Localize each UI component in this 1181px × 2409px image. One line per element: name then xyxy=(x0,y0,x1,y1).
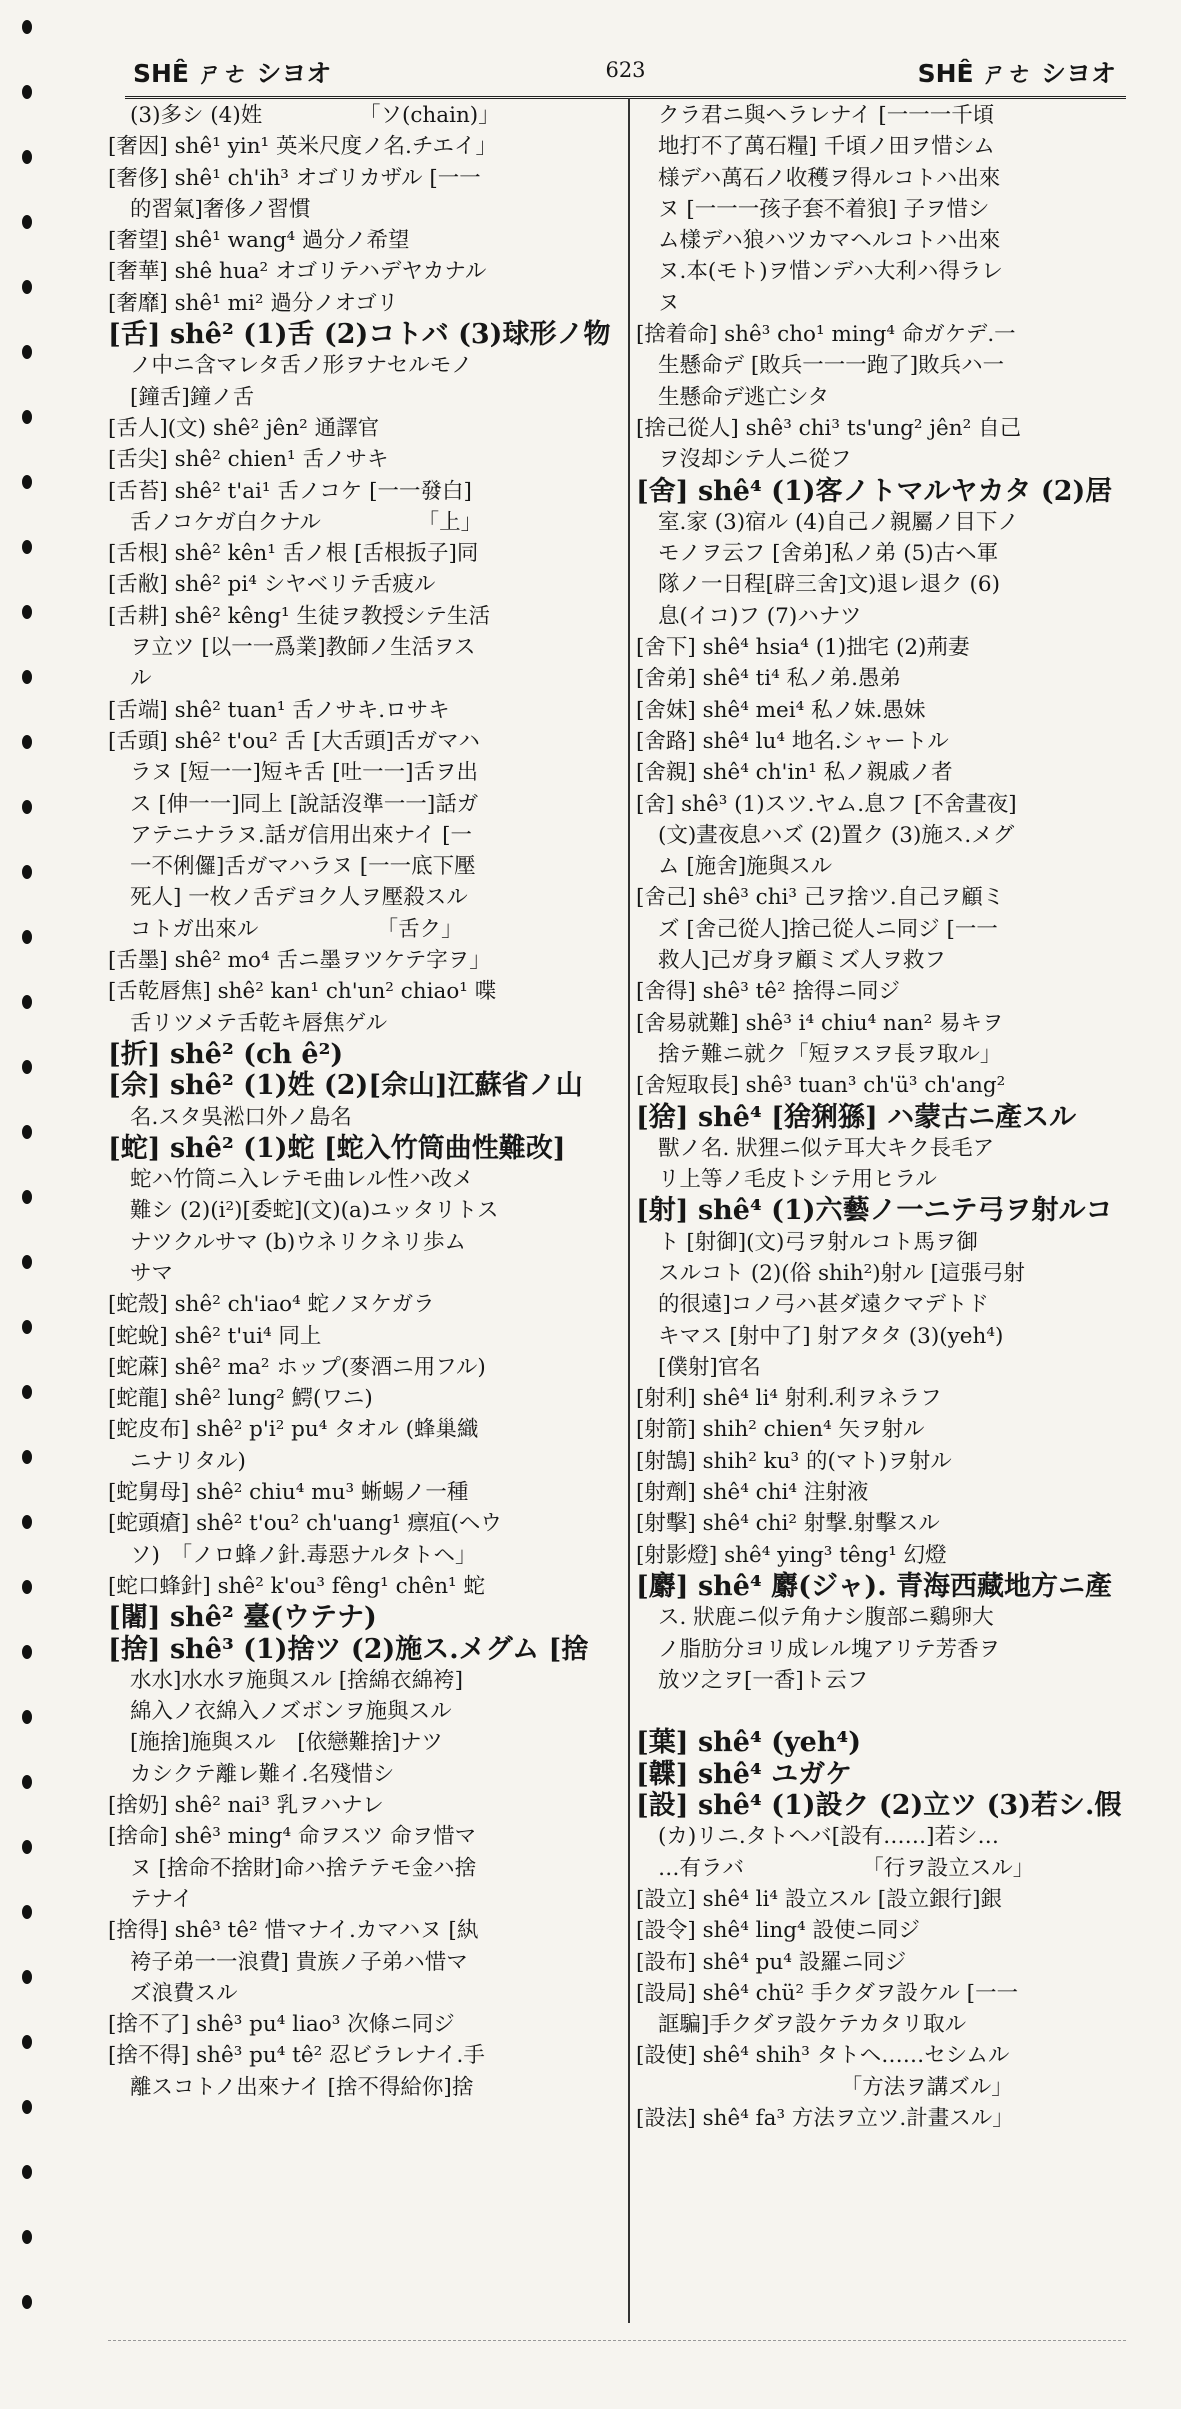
entry-continuation-line: コトガ出來ル 「舌ク」 xyxy=(130,916,463,942)
entry-headword-line: [舍路] shê⁴ lu⁴ 地名.シャートル xyxy=(636,728,949,754)
entry-continuation-line: 様デハ萬石ノ收穫ヲ得ルコトハ出來 xyxy=(658,165,1001,191)
entry-headword-line: [捨得] shê³ tê² 惜マナイ.カマハヌ [紈 xyxy=(108,1918,479,1944)
entry-headword-line: [蛇龍] shê² lung² 鰐(ワニ) xyxy=(108,1386,373,1412)
entry-continuation-line: (3)多シ (4)姓 「ソ(chain)」 xyxy=(130,103,500,128)
entry-continuation-line: モノヲ云フ [舍弟]私ノ弟 (5)古ヘ軍 xyxy=(658,541,999,567)
entry-headword-line: [舍下] shê⁴ hsia⁴ (1)拙宅 (2)荊妻 xyxy=(636,635,970,661)
entry-headword-line: [設法] shê⁴ fa³ 方法ヲ立ツ.計畫スル」 xyxy=(636,2106,1014,2131)
entry-headword-line: [捨不得] shê³ pu⁴ tê² 忍ビラレナイ.手 xyxy=(108,2043,485,2069)
entry-continuation-line: 誆騙]手クダヲ設ケテカタリ取ル xyxy=(658,2012,967,2038)
binding-hole xyxy=(22,930,32,944)
binding-hole xyxy=(22,1255,32,1269)
binding-hole xyxy=(22,2165,32,2179)
entry-continuation-line: スルコト (2)(俗 shih²)射ル [這張弓射 xyxy=(658,1260,1025,1286)
entry-headword-line: [舍妹] shê⁴ mei⁴ 私ノ妹.愚妹 xyxy=(636,697,926,723)
entry-headword-line: [設立] shê⁴ li⁴ 設立スル [設立銀行]銀 xyxy=(636,1886,1002,1912)
entry-headword-line: [捨己從人] shê³ chi³ ts'ung² jên² 自己 xyxy=(636,415,1022,441)
left-column xyxy=(108,100,623,2103)
page-number: 623 xyxy=(605,58,646,82)
binding-hole xyxy=(22,2100,32,2114)
entry-headword-line: [蛇口蜂針] shê² k'ou³ fêng¹ chên¹ 蛇 xyxy=(108,1573,486,1599)
entry-headword-line: [葉] shê⁴ (yeh⁴) xyxy=(636,1727,862,1759)
entry-continuation-line: 隊ノ一日程[辟三舍]文)退レ退ク (6) xyxy=(658,572,1000,598)
entry-headword-line: [捨着命] shê³ cho¹ ming⁴ 命ガケデ.一 xyxy=(636,322,1016,348)
entry-headword-line: [舌根] shê² kên¹ 舌ノ根 [舌根扳子]同 xyxy=(108,541,479,567)
entry-continuation-line: [施捨]施與スル [依戀難捨]ナツ xyxy=(130,1730,443,1756)
entry-headword-line: [蛇殼] shê² ch'iao⁴ 蛇ノヌケガラ xyxy=(108,1292,435,1318)
entry-continuation-line: 水水]水水ヲ施與スル [捨綿衣綿袴] xyxy=(130,1667,463,1693)
entry-continuation-line: テナイ xyxy=(130,1886,193,1912)
page-header xyxy=(125,48,1126,99)
entry-continuation-line: ノ脂肪分ヨリ成レル塊アリテ芳香ヲ xyxy=(658,1636,1001,1662)
entry-headword-line: [蛇蔴] shê² ma² ホップ(麥酒ニ用フル) xyxy=(108,1354,486,1380)
entry-continuation-line: 息(イコ)フ (7)ハナツ xyxy=(658,603,862,629)
entry-continuation-line: 的很遠]コノ弓ハ甚ダ遠クマデトド xyxy=(658,1292,989,1318)
entry-headword-line: [韘] shê⁴ ユガケ xyxy=(636,1758,853,1790)
entry-continuation-line: 室.家 (3)宿ル (4)自己ノ親屬ノ目下ノ xyxy=(658,509,1019,535)
entry-continuation-line: 綿入ノ衣綿入ノズボンヲ施與スル xyxy=(130,1699,452,1725)
entry-continuation-line: [鐘舌]鐘ノ舌 xyxy=(130,384,255,410)
entry-continuation-line: リ上等ノ毛皮トシテ用ヒラル xyxy=(658,1167,937,1193)
entry-continuation-line xyxy=(636,1696,1131,1727)
entry-continuation-line: キマス [射中了] 射アタタ (3)(yeh⁴) xyxy=(658,1323,1004,1349)
entry-headword-line: [舌頭] shê² t'ou² 舌 [大舌頭]舌ガマハ xyxy=(108,728,480,754)
binding-hole xyxy=(22,280,32,294)
entry-headword-line: [奢華] shê hua² オゴリテハデヤカナル xyxy=(108,259,487,285)
entry-headword-line: [舍] shê³ (1)スツ.ヤム.息フ [不舍晝夜] xyxy=(636,791,1017,817)
binding-hole xyxy=(22,1775,32,1789)
entry-headword-line: [蛇蛻] shê² t'ui⁴ 同上 xyxy=(108,1323,322,1349)
entry-headword-line: [奢靡] shê¹ mi² 過分ノオゴリ xyxy=(108,290,399,316)
entry-continuation-line: 蛇ハ竹筒ニ入レテモ曲レル性ハ改メ xyxy=(130,1167,474,1193)
binding-hole xyxy=(22,2230,32,2244)
entry-headword-line: [舍短取長] shê³ tuan³ ch'ü³ ch'ang² xyxy=(636,1073,1006,1099)
entry-continuation-line: (文)晝夜息ハズ (2)置ク (3)施ス.メグ xyxy=(658,822,1015,848)
binding-hole xyxy=(22,2035,32,2049)
entry-continuation-line: 的習氣]奢侈ノ習慣 xyxy=(130,196,311,222)
binding-hole xyxy=(22,1970,32,1984)
entry-continuation-line: 離スコトノ出來ナイ [捨不得給你]捨 xyxy=(130,2074,474,2100)
entry-continuation-line: ヌ [一一一孩子套不着狼] 子ヲ惜シ xyxy=(658,196,990,222)
entry-headword-line: [猞] shê⁴ [猞猁猻] ハ蒙古ニ產スル xyxy=(636,1101,1077,1133)
entry-headword-line: [捨] shê³ (1)捨ツ (2)施ス.メグム [捨 xyxy=(108,1633,589,1665)
binding-hole xyxy=(22,20,32,34)
binding-hole xyxy=(22,1320,32,1334)
entry-continuation-line: 死人] 一枚ノ舌デヨク人ヲ壓殺スル xyxy=(130,885,468,911)
entry-headword-line: [舌墨] shê² mo⁴ 舌ニ墨ヲツケテ字ヲ」 xyxy=(108,948,491,974)
binding-hole xyxy=(22,1580,32,1594)
binding-hole xyxy=(22,1710,32,1724)
entry-headword-line: [射] shê⁴ (1)六藝ノ一ニテ弓ヲ射ルコ xyxy=(636,1195,1113,1227)
entry-continuation-line: 生懸命デ逃亡シタ xyxy=(658,384,830,410)
entry-headword-line: [折] shê² (ch ê²) xyxy=(108,1038,344,1070)
binding-hole xyxy=(22,85,32,99)
entry-continuation-line: ス. 狀鹿ニ似テ角ナシ腹部ニ鷄卵大 xyxy=(658,1605,994,1631)
entry-headword-line: [舍] shê⁴ (1)客ノトマルヤカタ (2)居 xyxy=(636,475,1113,507)
entry-continuation-line: 舌リツメテ舌乾キ唇焦ゲル xyxy=(130,1010,388,1036)
binding-hole xyxy=(22,735,32,749)
entry-headword-line: [奢望] shê¹ wang⁴ 過分ノ希望 xyxy=(108,228,410,254)
bottom-edge xyxy=(108,2340,1126,2341)
entry-headword-line: [設使] shê⁴ shih³ タトヘ……セシムル xyxy=(636,2043,1010,2069)
binding-holes xyxy=(12,0,52,2409)
entry-continuation-line: ラヌ [短一一]短キ舌 [吐一一]舌ヲ出 xyxy=(130,760,479,786)
entry-continuation-line: 名.スタ吳淞口外ノ島名 xyxy=(130,1104,352,1130)
binding-hole xyxy=(22,1190,32,1204)
entry-continuation-line: 獸ノ名. 狀狸ニ似テ耳大キク長毛ア xyxy=(658,1135,995,1161)
entry-continuation-line: アテニナラヌ.話ガ信用出來ナイ [一 xyxy=(130,822,472,848)
binding-hole xyxy=(22,345,32,359)
entry-headword-line: [蛇頭瘡] shê² t'ou² ch'uang¹ 瘭疽(ヘウ xyxy=(108,1511,502,1537)
binding-hole xyxy=(22,475,32,489)
entry-headword-line: [舍親] shê⁴ ch'in¹ 私ノ親戚ノ者 xyxy=(636,760,953,786)
entry-headword-line: [舌敝] shê² pi⁴ シヤベリテ舌疲ル xyxy=(108,572,436,598)
entry-headword-line: [舍得] shê³ tê² 捨得ニ同ジ xyxy=(636,979,900,1005)
binding-hole xyxy=(22,215,32,229)
right-column xyxy=(636,100,1131,2134)
entry-continuation-line: ム樣デハ狼ハツカマヘルコトハ出來 xyxy=(658,228,1001,254)
binding-hole xyxy=(22,1385,32,1399)
entry-headword-line: [捨命] shê³ ming⁴ 命ヲスツ 命ヲ惜マ xyxy=(108,1824,477,1850)
entry-headword-line: [設局] shê⁴ chü² 手クダヲ設ケル [一一 xyxy=(636,1980,1019,2006)
entry-continuation-line: カシクテ離レ難イ.名殘惜シ xyxy=(130,1761,395,1787)
entry-continuation-line: ム [施舍]施與スル xyxy=(658,854,833,880)
column-divider xyxy=(628,98,630,2323)
entry-continuation-line: ズ浪費スル xyxy=(130,1980,238,2006)
entry-headword-line: [闍] shê² 臺(ウテナ) xyxy=(108,1602,377,1634)
entry-headword-line: [射箭] shih² chien⁴ 矢ヲ射ル xyxy=(636,1417,925,1443)
entry-continuation-line: ヲ沒却シテ人ニ從フ xyxy=(658,447,852,473)
entry-headword-line: [射利] shê⁴ li⁴ 射利.利ヲネラフ xyxy=(636,1386,942,1412)
entry-continuation-line: 「方法ヲ講ズル」 xyxy=(658,2074,1013,2100)
entry-headword-line: [捨奶] shê² nai³ 乳ヲハナレ xyxy=(108,1793,384,1819)
binding-hole xyxy=(22,1645,32,1659)
entry-continuation-line: ス [伸一一]同上 [說話沒準一一]話ガ xyxy=(130,791,479,817)
binding-hole xyxy=(22,1905,32,1919)
entry-continuation-line: 放ツ之ヲ[一香]ト云フ xyxy=(658,1667,869,1693)
entry-continuation-line: ル xyxy=(130,666,152,692)
entry-headword-line: [舌端] shê² tuan¹ 舌ノサキ.ロサキ xyxy=(108,697,450,723)
entry-headword-line: [佘] shê² (1)姓 (2)[佘山]江蘇省ノ山 xyxy=(108,1070,583,1102)
entry-continuation-line: 袴子弟一一浪費] 貴族ノ子弟ハ惜マ xyxy=(130,1949,468,1975)
entry-headword-line: [設布] shê⁴ pu⁴ 設羅ニ同ジ xyxy=(636,1949,907,1975)
entry-continuation-line: ノ中ニ含マレタ舌ノ形ヲナセルモノ xyxy=(130,353,473,379)
binding-hole xyxy=(22,865,32,879)
entry-continuation-line: 一不俐儸]舌ガマハラヌ [一一底下壓 xyxy=(130,854,476,880)
entry-continuation-line: ソ) 「ノロ蜂ノ針.毒惡ナルタトヘ」 xyxy=(130,1542,477,1568)
binding-hole xyxy=(22,540,32,554)
binding-hole xyxy=(22,1840,32,1854)
entry-headword-line: [蛇舅母] shê² chiu⁴ mu³ 蜥蜴ノ一種 xyxy=(108,1480,469,1506)
entry-headword-line: [設令] shê⁴ ling⁴ 設使ニ同ジ xyxy=(636,1918,920,1944)
entry-continuation-line: クラ君ニ與ヘラレナイ [一一一千頃 xyxy=(658,103,995,128)
entry-continuation-line: ヌ.本(モト)ヲ惜ンデハ大利ハ得ラレ xyxy=(658,259,1003,285)
entry-headword-line: [舌耕] shê² kêng¹ 生徒ヲ教授シテ生活 xyxy=(108,603,490,629)
header-left-keyword: SHÊ ㄕㄜ シヨオ xyxy=(133,59,332,88)
entry-continuation-line: ズ [舍己從人]捨己從人ニ同ジ [一一 xyxy=(658,916,998,942)
entry-headword-line: [設] shê⁴ (1)設ク (2)立ツ (3)若シ.假 xyxy=(636,1790,1122,1822)
entry-headword-line: [奢因] shê¹ yin¹ 英米尺度ノ名.チエイ」 xyxy=(108,134,497,160)
entry-headword-line: [舍己] shê³ chi³ 己ヲ捨ツ.自己ヲ顧ミ xyxy=(636,885,1005,911)
header-right-keyword: SHÊ ㄕㄜ シヨオ xyxy=(917,59,1116,88)
entry-headword-line: [射影燈] shê⁴ ying³ têng¹ 幻燈 xyxy=(636,1542,947,1568)
entry-continuation-line: ト [射御](文)弓ヲ射ルコト馬ヲ御 xyxy=(658,1229,978,1255)
entry-continuation-line: (カ)リニ.タトヘバ[設有……]若シ… xyxy=(658,1824,999,1850)
entry-continuation-line: …有ラバ 「行ヲ設立スル」 xyxy=(658,1855,1035,1881)
entry-continuation-line: ナツクルサマ (b)ウネリクネリ歩ム xyxy=(130,1229,467,1255)
entry-headword-line: [舌] shê² (1)舌 (2)コトバ (3)球形ノ物 xyxy=(108,319,611,351)
entry-continuation-line: 捨テ難ニ就ク「短ヲスヲ長ヲ取ル」 xyxy=(658,1041,1002,1067)
binding-hole xyxy=(22,150,32,164)
entry-headword-line: [舍弟] shê⁴ ti⁴ 私ノ弟.愚弟 xyxy=(636,666,901,692)
entry-continuation-line: 生懸命デ [敗兵一一一跑了]敗兵ハ一 xyxy=(658,353,1005,379)
binding-hole xyxy=(22,410,32,424)
entry-headword-line: [捨不了] shê³ pu⁴ liao³ 次條ニ同ジ xyxy=(108,2012,455,2038)
binding-hole xyxy=(22,800,32,814)
entry-headword-line: [舌尖] shê² chien¹ 舌ノサキ xyxy=(108,447,389,473)
entry-continuation-line: 救人]己ガ身ヲ顧ミズ人ヲ救フ xyxy=(658,948,946,974)
entry-continuation-line: ヲ立ツ [以一一爲業]教師ノ生活ヲス xyxy=(130,635,476,661)
entry-continuation-line: 地打不了萬石糧] 千頃ノ田ヲ惜シム xyxy=(658,134,995,160)
entry-headword-line: [射鵠] shih² ku³ 的(マト)ヲ射ル xyxy=(636,1448,952,1474)
entry-headword-line: [舌乾唇焦] shê² kan¹ ch'un² chiao¹ 喋 xyxy=(108,979,497,1005)
entry-continuation-line: ニナリタル) xyxy=(130,1448,246,1474)
entry-continuation-line: ヌ [捨命不捨財]命ハ捨テテモ金ハ捨 xyxy=(130,1855,477,1881)
entry-continuation-line: [僕射]官名 xyxy=(658,1354,761,1380)
entry-headword-line: [射劑] shê⁴ chi⁴ 注射液 xyxy=(636,1480,869,1506)
binding-hole xyxy=(22,670,32,684)
entry-headword-line: [舍易就難] shê³ i⁴ chiu⁴ nan² 易キヲ xyxy=(636,1010,1004,1036)
binding-hole xyxy=(22,1515,32,1529)
entry-headword-line: [奢侈] shê¹ ch'ih³ オゴリカザル [一一 xyxy=(108,165,481,191)
binding-hole xyxy=(22,1450,32,1464)
binding-hole xyxy=(22,1125,32,1139)
binding-hole xyxy=(22,605,32,619)
entry-continuation-line: サマ xyxy=(130,1260,174,1286)
entry-headword-line: [麝] shê⁴ 麝(ジャ). 青海西藏地方ニ產 xyxy=(636,1570,1112,1602)
entry-headword-line: [舌苔] shê² t'ai¹ 舌ノコケ [一一發白] xyxy=(108,478,472,504)
entry-continuation-line: 舌ノコケガ白クナル 「上」 xyxy=(130,509,483,535)
entry-headword-line: [蛇皮布] shê² p'i² pu⁴ タオル (蜂巢織 xyxy=(108,1417,479,1443)
binding-hole xyxy=(22,995,32,1009)
binding-hole xyxy=(22,1060,32,1074)
entry-headword-line: [舌人](文) shê² jên² 通譯官 xyxy=(108,415,380,441)
binding-hole xyxy=(22,2295,32,2309)
entry-headword-line: [蛇] shê² (1)蛇 [蛇入竹筒曲性難改] xyxy=(108,1132,566,1164)
entry-headword-line: [射擊] shê⁴ chi² 射撃.射擊スル xyxy=(636,1511,940,1537)
entry-continuation-line: 難シ (2)(i²)[委蛇](文)(a)ユッタリトス xyxy=(130,1198,499,1224)
entry-continuation-line: ヌ xyxy=(658,290,680,316)
